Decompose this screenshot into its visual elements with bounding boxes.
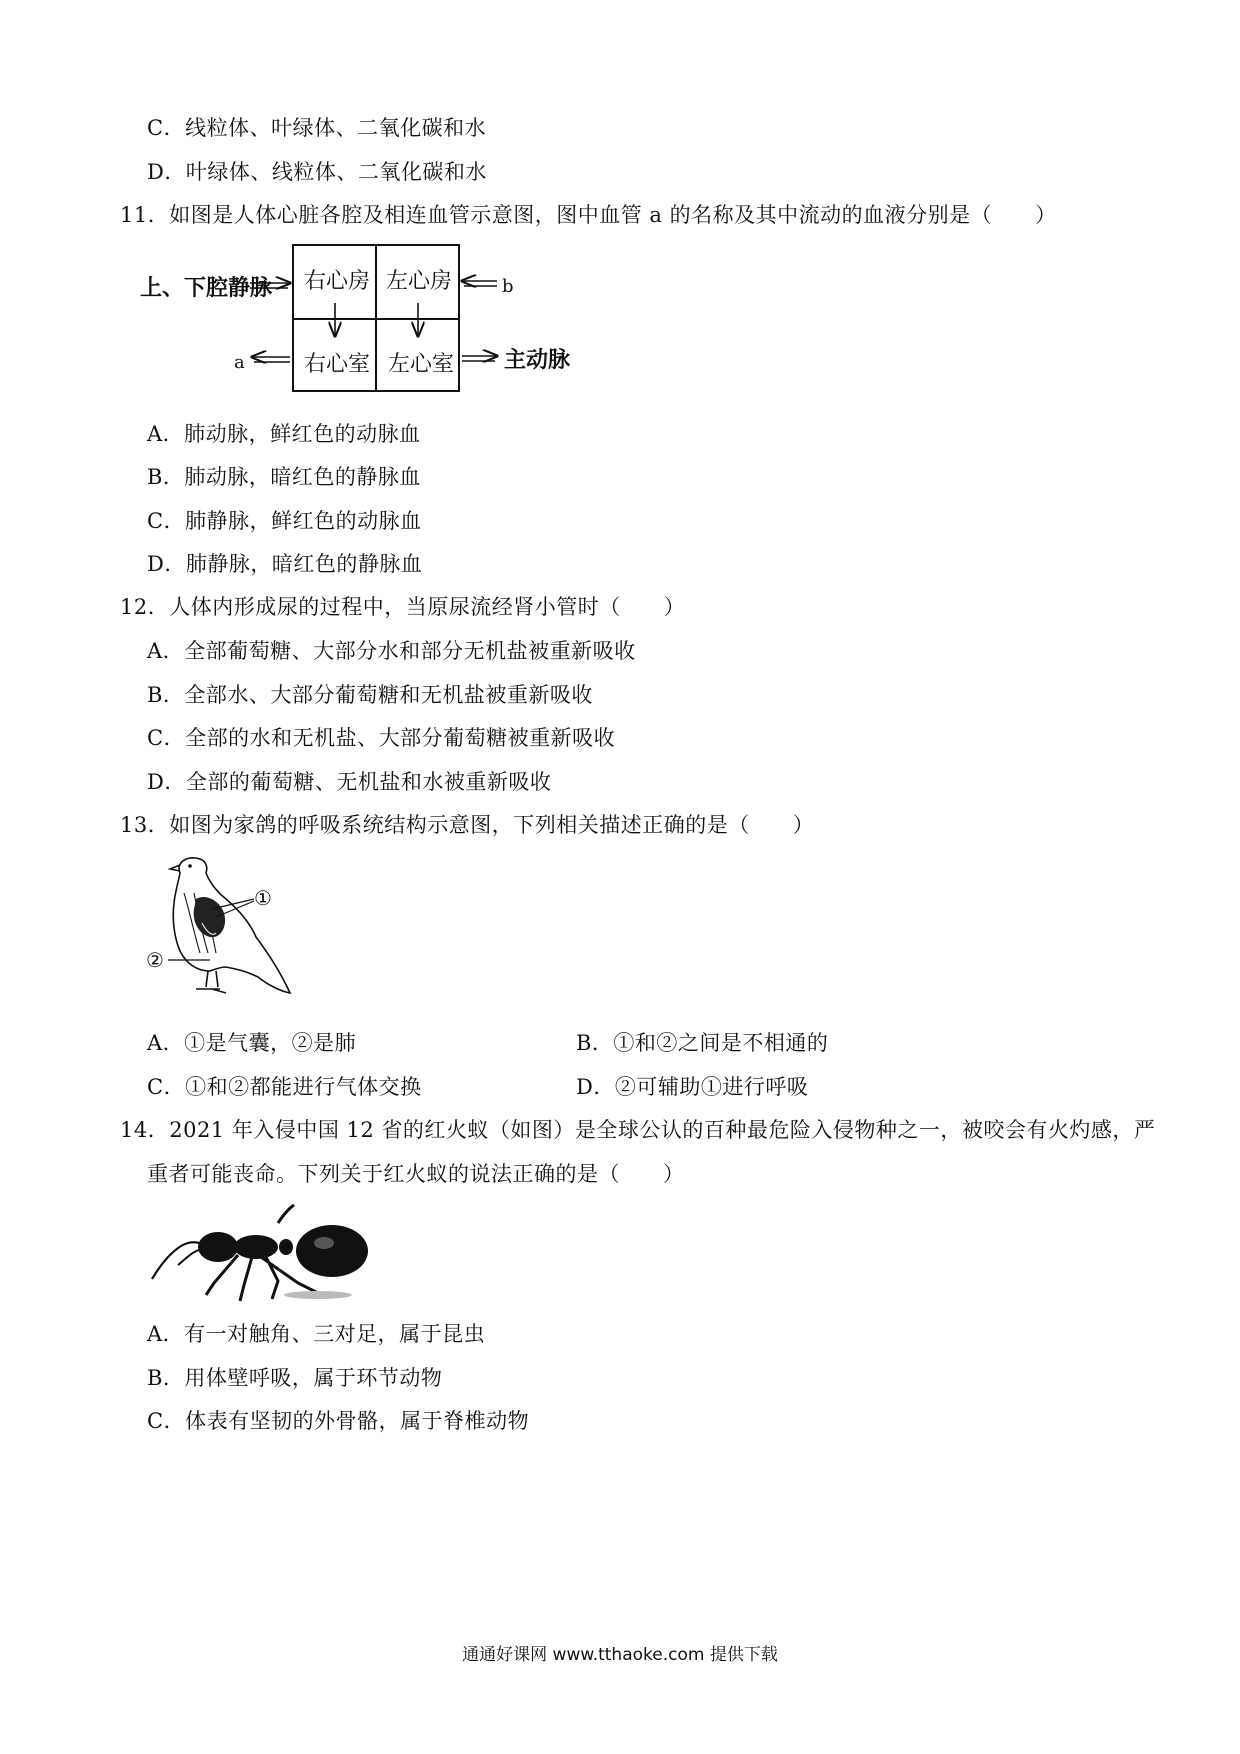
- q13-option-d: D．②可辅助①进行呼吸: [576, 1075, 809, 1099]
- q12-stem: 12．人体内形成尿的过程中，当原尿流经肾小管时（ ）: [120, 595, 686, 619]
- q13-option-a: A．①是气囊，②是肺: [147, 1031, 357, 1055]
- q11-option-c: C．肺静脉，鲜红色的动脉血: [147, 509, 422, 533]
- q12-option-b: B．全部水、大部分葡萄糖和无机盐被重新吸收: [147, 683, 593, 707]
- q14-option-c: C．体表有坚韧的外骨骼，属于脊椎动物: [147, 1409, 530, 1433]
- q10-option-d: D．叶绿体、线粒体、二氧化碳和水: [147, 160, 487, 184]
- q10-option-c: C．线粒体、叶绿体、二氧化碳和水: [147, 116, 487, 140]
- q13-option-c: C．①和②都能进行气体交换: [147, 1075, 422, 1099]
- q14-stem-line2: 重者可能丧命。下列关于红火蚁的说法正确的是（ ）: [147, 1162, 685, 1186]
- q11-option-a: A．肺动脉，鲜红色的动脉血: [147, 422, 421, 446]
- heart-diagram: [130, 243, 590, 403]
- label-b: b: [502, 276, 514, 297]
- q14-option-b: B．用体壁呼吸，属于环节动物: [147, 1366, 443, 1390]
- q13-stem: 13．如图为家鸽的呼吸系统结构示意图，下列相关描述正确的是（ ）: [120, 813, 815, 837]
- label-a: a: [234, 352, 245, 373]
- footer-source: 通通好课网 www.tthaoke.com 提供下载: [462, 1645, 778, 1665]
- pigeon-label-1: ①: [254, 886, 272, 910]
- q11-stem: 11．如图是人体心脏各腔及相连血管示意图，图中血管 a 的名称及其中流动的血液分别是（ ）: [120, 203, 1057, 227]
- q12-option-d: D．全部的葡萄糖、无机盐和水被重新吸收: [147, 770, 552, 794]
- q12-option-a: A．全部葡萄糖、大部分水和部分无机盐被重新吸收: [147, 639, 636, 663]
- left-atrium-label: 左心房: [386, 269, 453, 294]
- q14-option-a: A．有一对触角、三对足，属于昆虫: [147, 1322, 486, 1346]
- pigeon-label-2: ②: [146, 948, 164, 972]
- pigeon-diagram: [146, 853, 330, 1013]
- q11-option-d: D．肺静脉，暗红色的静脉血: [147, 552, 423, 576]
- q11-option-b: B．肺动脉，暗红色的静脉血: [147, 465, 421, 489]
- q14-stem-line1: 14．2021 年入侵中国 12 省的红火蚁（如图）是全球公认的百种最危险入侵物种之一，被咬会有火灼感，严: [120, 1118, 1156, 1142]
- vena-cava-label: 上、下腔静脉: [140, 275, 273, 301]
- left-ventricle-label: 左心室: [388, 352, 455, 377]
- q12-option-c: C．全部的水和无机盐、大部分葡萄糖被重新吸收: [147, 726, 616, 750]
- right-atrium-label: 右心房: [304, 269, 371, 294]
- fire-ant-image: [148, 1203, 398, 1303]
- q13-option-b: B．①和②之间是不相通的: [576, 1031, 829, 1055]
- aorta-label: 主动脉: [504, 347, 571, 373]
- right-ventricle-label: 右心室: [304, 352, 371, 377]
